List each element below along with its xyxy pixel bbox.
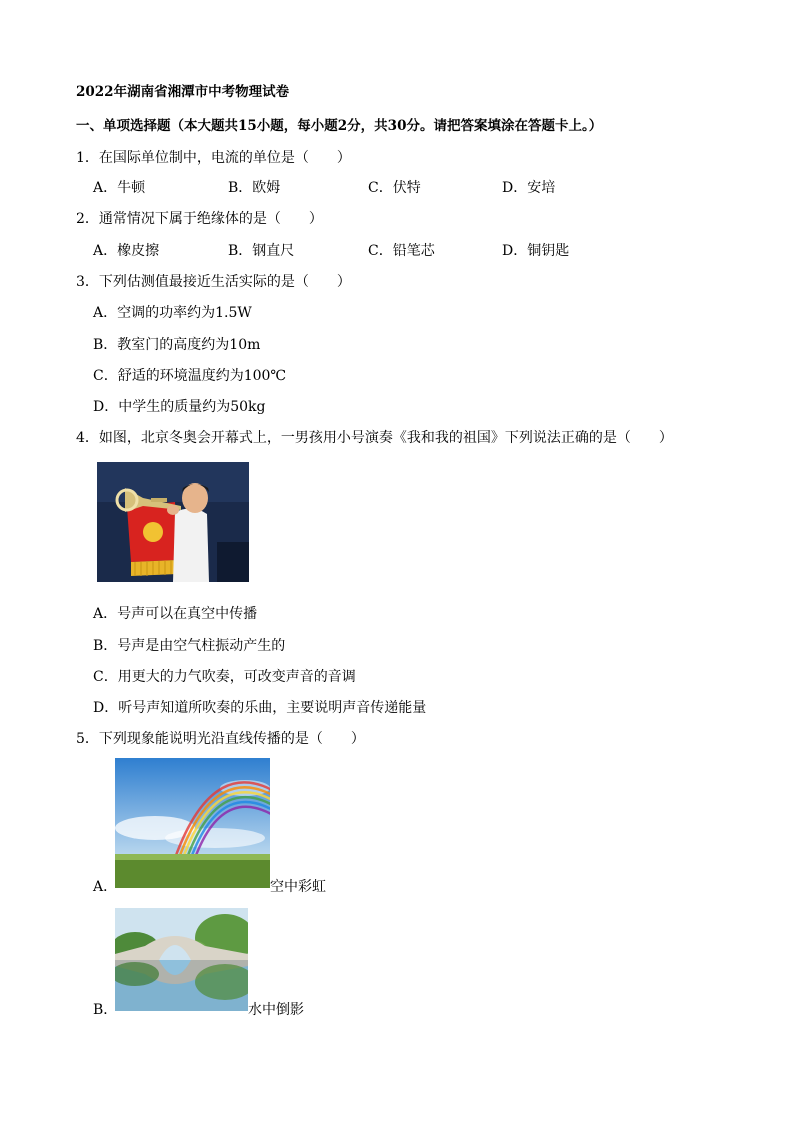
question-4-option-c: C．用更大的力气吹奏，可改变声音的音调: [93, 669, 356, 685]
question-4-stem: 4．如图，北京冬奥会开幕式上，一男孩用小号演奏《我和我的祖国》下列说法正确的是（ ）: [76, 430, 673, 446]
exam-title: 2022年湖南省湘潭市中考物理试卷: [76, 84, 290, 100]
question-3-option-a: A．空调的功率约为1.5W: [93, 305, 252, 321]
section-heading: 一、单项选择题（本大题共15小题，每小题2分，共30分。请把答案填涂在答题卡上。）: [76, 118, 603, 134]
question-2-option-b: B．钢直尺: [228, 243, 295, 259]
question-2-option-a: A．橡皮擦: [93, 243, 160, 259]
question-1-option-d: D．安培: [502, 180, 556, 196]
question-5-stem: 5．下列现象能说明光沿直线传播的是（ ）: [76, 731, 365, 747]
question-5-option-a-caption: 空中彩虹: [270, 879, 326, 895]
question-1-option-c: C．伏特: [368, 180, 421, 196]
question-1-option-a: A．牛顿: [93, 180, 146, 196]
trumpet-boy-photo: [97, 462, 249, 582]
question-5-option-b: B．: [93, 1002, 118, 1018]
question-4-option-d: D．听号声知道所吹奏的乐曲，主要说明声音传递能量: [93, 700, 427, 716]
question-3-stem: 3．下列估测值最接近生活实际的是（ ）: [76, 274, 351, 290]
question-5-option-a: A．: [93, 879, 118, 895]
question-2-stem: 2．通常情况下属于绝缘体的是（ ）: [76, 211, 323, 227]
question-2-option-d: D．铜钥匙: [502, 243, 570, 259]
rainbow-photo: [115, 758, 270, 888]
question-1-stem: 1．在国际单位制中，电流的单位是（ ）: [76, 150, 351, 166]
question-5-option-b-caption: 水中倒影: [248, 1002, 304, 1018]
question-4-option-a: A．号声可以在真空中传播: [93, 606, 258, 622]
question-4-option-b: B．号声是由空气柱振动产生的: [93, 638, 286, 654]
question-3-option-b: B．教室门的高度约为10m: [93, 337, 261, 353]
question-3-option-d: D．中学生的质量约为50kg: [93, 399, 266, 415]
question-1-option-b: B．欧姆: [228, 180, 281, 196]
question-2-option-c: C．铅笔芯: [368, 243, 435, 259]
bridge-reflection-photo: [115, 908, 248, 1011]
question-3-option-c: C．舒适的环境温度约为100℃: [93, 368, 287, 384]
